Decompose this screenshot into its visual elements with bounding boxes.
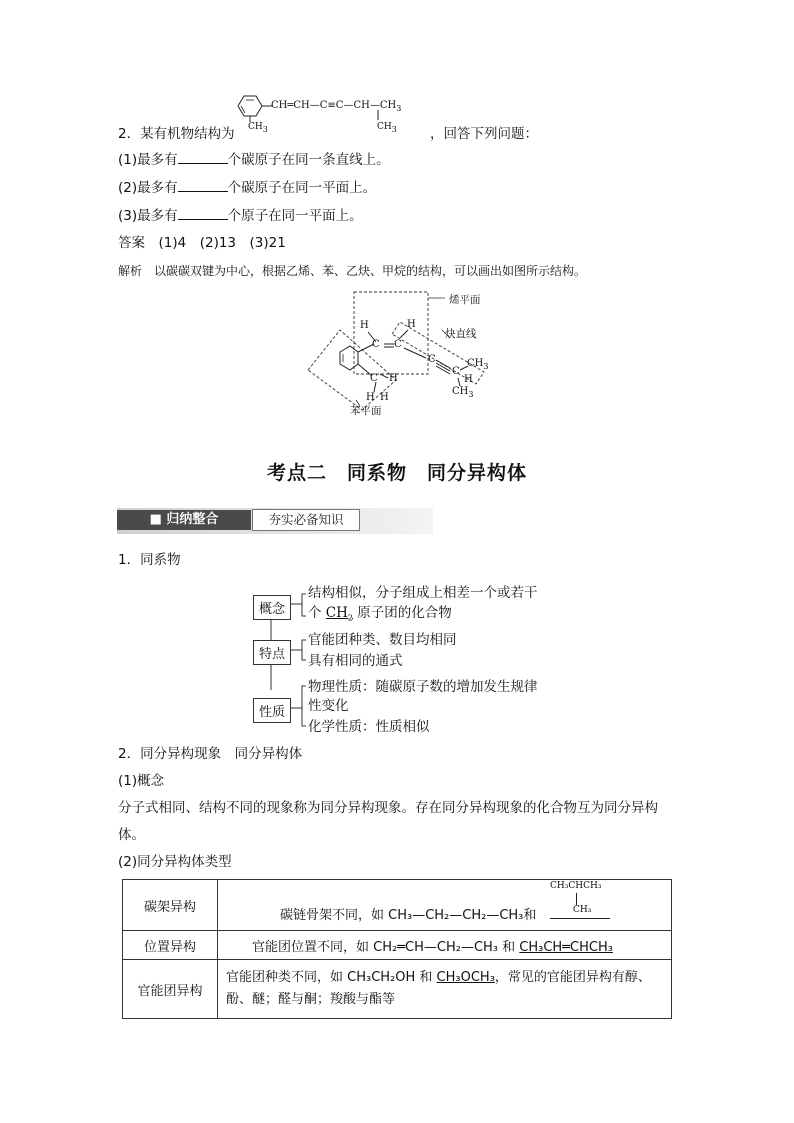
alkene-plane-box xyxy=(354,292,428,374)
answer-bond xyxy=(576,893,577,905)
feature-text-2: 具有相同的通式 xyxy=(308,653,403,669)
atom-c-5: C xyxy=(370,373,378,384)
isomer-heading: 2．同分异构现象 同分异构体 xyxy=(118,746,303,762)
atom-c-1: C xyxy=(372,339,380,350)
atom-h-3: H xyxy=(464,374,473,385)
answer-line: 答案 (1)4 (2)13 (3)21 xyxy=(118,235,286,251)
isomer-sub-concept: (1)概念 xyxy=(118,773,165,789)
atom-ch3-1: $CH_3$ xyxy=(467,358,489,371)
table-row xyxy=(123,931,672,960)
atom-h-2: H xyxy=(407,319,416,330)
type-cell: 官能团异构 xyxy=(123,960,218,1019)
concept-text-1: 结构相似，分子组成上相差一个或若干 xyxy=(308,585,538,601)
analysis-line: 解析 以碳碳双键为中心，根据乙烯、苯、乙炔、甲烷的结构，可以画出如图所示结构。 xyxy=(118,264,587,278)
question-prompt-suffix: ，回答下列问题： xyxy=(430,126,538,142)
formula-branch-methyl: $CH_3$ xyxy=(377,122,397,134)
question-item-2: (2)最多有 个碳原子在同一平面上。 xyxy=(118,180,377,196)
atom-h-6: H xyxy=(380,392,389,403)
atom-h-4: H xyxy=(389,373,398,384)
atom-c-3: C xyxy=(428,354,436,365)
isomer-sub-types: (2)同分异构体类型 xyxy=(118,854,232,870)
isomer-concept-line-1: 分子式相同、结构不同的现象称为同分异构现象。存在同分异构现象的化合物互为同分异构 xyxy=(118,800,658,816)
isomer-types-table xyxy=(122,879,672,1019)
banner-subtitle: 夯实必备知识 xyxy=(252,509,360,531)
atom-c-4: C xyxy=(452,366,460,377)
atom-ch3-2: $CH_3$ xyxy=(452,386,474,399)
banner-label: ■ 归纳整合 xyxy=(117,510,251,530)
type-cell: 位置异构 xyxy=(123,931,218,960)
answer-top: CH₃CHCH₃ xyxy=(550,881,602,891)
feature-text-1: 官能团种类、数目均相同 xyxy=(308,632,457,648)
answer-underline xyxy=(550,918,610,919)
question-prompt: 2．某有机物结构为 xyxy=(118,126,235,142)
isomer-concept-line-2: 体。 xyxy=(118,827,145,843)
benzene-ring xyxy=(238,96,262,116)
property-text-3: 化学性质：性质相似 xyxy=(308,719,430,735)
label-alkene-plane: 烯平面 xyxy=(449,294,481,306)
question-item-3: (3)最多有 个原子在同一平面上。 xyxy=(118,208,363,224)
answer-bottom: CH₃ xyxy=(573,905,592,915)
formula-ring-methyl: $CH_3$ xyxy=(248,122,268,134)
type-cell: 碳架异构 xyxy=(123,880,218,931)
feature-box: 特点 xyxy=(253,640,291,665)
question-item-1: (1)最多有 个碳原子在同一条直线上。 xyxy=(118,152,390,168)
section-title: 考点二 同系物 同分异构体 xyxy=(266,462,527,484)
property-text-2: 性变化 xyxy=(308,698,349,714)
homolog-heading: 1．同系物 xyxy=(118,552,181,568)
atom-h-5: H xyxy=(366,392,375,403)
concept-text-2: 个 $CH_2$ 原子团的化合物 xyxy=(308,605,452,623)
property-text-1: 物理性质：随碳原子数的增加发生规律 xyxy=(308,679,538,695)
desc-cell: 官能团种类不同，如 CH₃CH₂OH 和 CH₃OCH₃，常见的官能团异构有醇、 酚、醚；醛与酮；羧酸与酯等 xyxy=(218,960,672,1019)
atom-c-2: C xyxy=(394,339,402,350)
carbon-chain-desc: 碳链骨架不同，如 CH₃—CH₂—CH₂—CH₃和 xyxy=(280,908,537,923)
table-row xyxy=(123,880,672,931)
table-row xyxy=(123,960,672,1019)
desc-cell: 官能团位置不同，如 CH₂═CH—CH₂—CH₃ 和 CH₃CH═CHCH₃ xyxy=(218,931,672,960)
label-alkyne-line: 炔直线 xyxy=(445,328,477,340)
formula-main-chain: $CH═CH—C\equiv C—CH—CH_3$ xyxy=(271,100,402,113)
concept-box: 概念 xyxy=(253,595,291,620)
atom-h-1: H xyxy=(360,320,369,331)
desc-cell xyxy=(218,880,672,931)
label-benzene-plane: 苯平面 xyxy=(350,405,382,417)
property-box: 性质 xyxy=(253,698,291,723)
